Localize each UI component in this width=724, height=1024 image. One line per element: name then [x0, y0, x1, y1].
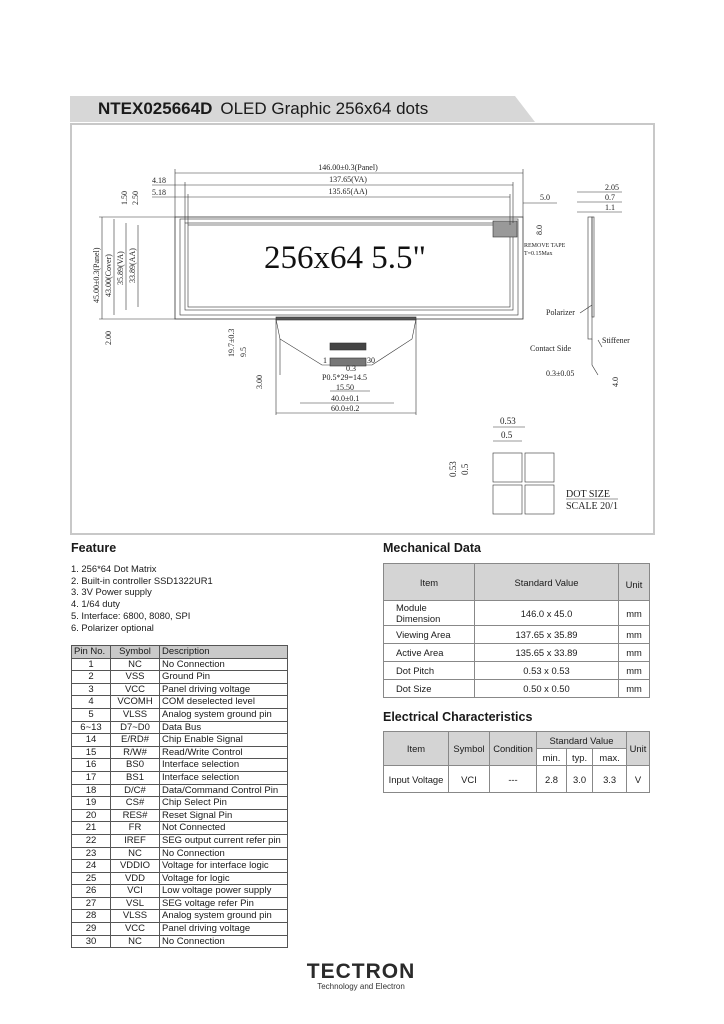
- pin-symbol: VDD: [111, 872, 160, 885]
- dot-3: [493, 485, 522, 514]
- pin-row: [72, 708, 288, 721]
- brand-name: TECTRON: [306, 960, 416, 983]
- mech-row: [384, 644, 650, 662]
- pin-number: 19: [72, 797, 111, 810]
- mech-unit: mm: [619, 601, 650, 626]
- pin-number: 2: [72, 671, 111, 684]
- pin-row: [72, 658, 288, 671]
- dim-418: 4.18: [152, 176, 166, 185]
- pin-symbol: NC: [111, 847, 160, 860]
- pin-number: 4: [72, 696, 111, 709]
- pin-row: [72, 872, 288, 885]
- elec-col-condition: Condition: [490, 732, 537, 766]
- mech-value: 137.65 x 35.89: [475, 626, 619, 644]
- pin-table: [71, 645, 288, 948]
- dim-150: 1.50: [120, 191, 129, 205]
- pin-number: 1: [72, 658, 111, 671]
- mech-value: 0.53 x 0.53: [475, 662, 619, 680]
- pin-symbol: VLSS: [111, 708, 160, 721]
- pin-number: 27: [72, 897, 111, 910]
- fpc-bond: [276, 317, 416, 320]
- dim-va-height: 35.89(VA): [116, 251, 125, 285]
- pin-row: [72, 797, 288, 810]
- pin-symbol: IREF: [111, 834, 160, 847]
- pin1-label: 1: [323, 356, 327, 365]
- pin-number: 24: [72, 860, 111, 873]
- dim-aa-height: 33.89(AA): [128, 248, 137, 283]
- pin-number: 28: [72, 910, 111, 923]
- feature-item: 6. Polarizer optional: [71, 621, 154, 633]
- dim-205: 2.05: [605, 183, 619, 192]
- pin-description: Panel driving voltage: [160, 923, 288, 936]
- pin-symbol: D7~D0: [111, 721, 160, 734]
- side-view-polarizer: [592, 217, 594, 317]
- pin-row: [72, 746, 288, 759]
- dim-80: 8.0: [535, 225, 544, 235]
- pin-number: 25: [72, 872, 111, 885]
- dim-40: 4.0: [611, 377, 620, 387]
- pin-row: [72, 847, 288, 860]
- polarizer-label: Polarizer: [546, 308, 575, 317]
- mech-value: 135.65 x 33.89: [475, 644, 619, 662]
- pin-symbol: VCI: [111, 885, 160, 898]
- pin-symbol: VSS: [111, 671, 160, 684]
- pin-row: [72, 923, 288, 936]
- pin-description: Interface selection: [160, 759, 288, 772]
- dim-03-005: 0.3±0.05: [546, 369, 575, 378]
- pin-number: 3: [72, 683, 111, 696]
- pin-row: [72, 809, 288, 822]
- pin-description: Read/Write Control: [160, 746, 288, 759]
- pin-symbol: VCC: [111, 683, 160, 696]
- mech-row: [384, 680, 650, 698]
- pin-row: [72, 860, 288, 873]
- dim-fpc-197: 19.7±0.3: [227, 328, 236, 357]
- mech-item: Dot Pitch: [384, 662, 475, 680]
- pin-row: [72, 897, 288, 910]
- ic-chip: [330, 343, 366, 350]
- pin-symbol: VSL: [111, 897, 160, 910]
- pin-description: Voltage for interface logic: [160, 860, 288, 873]
- header-banner: [70, 96, 535, 122]
- pin-row: [72, 759, 288, 772]
- pin-number: 16: [72, 759, 111, 772]
- pin-description: Panel driving voltage: [160, 683, 288, 696]
- pin-description: Chip Enable Signal: [160, 734, 288, 747]
- mech-col-unit: Unit: [619, 564, 650, 601]
- mechanical-title: Mechanical Data: [383, 541, 481, 555]
- pin-symbol: FR: [111, 822, 160, 835]
- dim-panel-height: 45.00±0.3(Panel): [92, 247, 101, 303]
- dot-size-label: DOT SIZE: [566, 489, 610, 500]
- dot-size-v: 0.5: [460, 463, 470, 475]
- elec-typ: 3.0: [566, 766, 592, 793]
- feature-item: 2. Built-in controller SSD1322UR1: [71, 574, 213, 586]
- pin-description: SEG output current refer pin: [160, 834, 288, 847]
- dot-pitch-v: 0.53: [448, 461, 458, 477]
- dim-panel-width: 146.00±0.3(Panel): [318, 163, 378, 172]
- feature-item: 5. Interface: 6800, 8080, SPI: [71, 609, 191, 621]
- mech-unit: mm: [619, 626, 650, 644]
- dim-fpc-95: 9.5: [239, 347, 248, 357]
- remove-tape-area: [493, 221, 517, 237]
- pin-description: Low voltage power supply: [160, 885, 288, 898]
- feature-item: 4. 1/64 duty: [71, 598, 120, 610]
- pin-row: [72, 784, 288, 797]
- mech-unit: mm: [619, 644, 650, 662]
- pin-symbol: R/W#: [111, 746, 160, 759]
- dim-fpc-pitch: P0.5*29=14.5: [322, 373, 367, 382]
- brand-logo: [296, 962, 426, 992]
- technical-drawing: [70, 123, 655, 535]
- pin-row: [72, 771, 288, 784]
- pin-description: Voltage for logic: [160, 872, 288, 885]
- mech-item: Module Dimension: [384, 601, 475, 626]
- elec-min: 2.8: [537, 766, 567, 793]
- mech-unit: mm: [619, 662, 650, 680]
- elec-symbol: VCI: [449, 766, 490, 793]
- pin-description: Analog system ground pin: [160, 910, 288, 923]
- dim-fpc-03: 0.3: [346, 364, 356, 373]
- pin-symbol: VDDIO: [111, 860, 160, 873]
- feature-item: 1. 256*64 Dot Matrix: [71, 563, 157, 574]
- feature-item: 3. 3V Power supply: [71, 586, 152, 598]
- mech-value: 146.0 x 45.0: [475, 601, 619, 626]
- mech-item: Dot Size: [384, 680, 475, 698]
- pin30-label: 30: [367, 356, 375, 365]
- elec-col-typ: typ.: [566, 749, 592, 766]
- dim-518: 5.18: [152, 188, 166, 197]
- dim-fpc-300: 3.00: [255, 375, 264, 389]
- elec-item: Input Voltage: [384, 766, 449, 793]
- pin-row: [72, 671, 288, 684]
- elec-max: 3.3: [593, 766, 627, 793]
- pin-number: 22: [72, 834, 111, 847]
- display-size-label: 256x64 5.5": [264, 240, 426, 276]
- dot-size-h: 0.5: [501, 430, 513, 440]
- pin-symbol: E/RD#: [111, 734, 160, 747]
- pin-description: SEG voltage refer Pin: [160, 897, 288, 910]
- pin-number: 18: [72, 784, 111, 797]
- stiffener-label: Stiffener: [602, 336, 630, 345]
- pin-description: Analog system ground pin: [160, 708, 288, 721]
- product-description: OLED Graphic 256x64 dots: [220, 99, 429, 118]
- col-symbol: Symbol: [111, 646, 160, 659]
- pin-description: Chip Select Pin: [160, 797, 288, 810]
- elec-unit: V: [627, 766, 650, 793]
- mech-row: [384, 626, 650, 644]
- pin-row: [72, 721, 288, 734]
- pin-description: Reset Signal Pin: [160, 809, 288, 822]
- col-pin-no: Pin No.: [72, 646, 111, 659]
- pin-description: COM deselected level: [160, 696, 288, 709]
- brand-tagline: Technology and Electron: [317, 982, 405, 991]
- dot-4: [525, 485, 554, 514]
- pin-row: [72, 910, 288, 923]
- dim-fpc-155: 15.50: [336, 383, 354, 392]
- pin-description: No Connection: [160, 935, 288, 948]
- model-number: NTEX025664D: [98, 99, 213, 118]
- elec-col-standard: Standard Value: [537, 732, 627, 749]
- pin-row: [72, 734, 288, 747]
- side-view-glass: [588, 217, 592, 339]
- mech-table-body: [384, 601, 650, 698]
- elec-col-unit: Unit: [627, 732, 650, 766]
- pin-symbol: NC: [111, 658, 160, 671]
- mech-unit: mm: [619, 680, 650, 698]
- pin-description: Data/Command Control Pin: [160, 784, 288, 797]
- pin-description: Not Connected: [160, 822, 288, 835]
- elec-row: [384, 766, 650, 793]
- pin-number: 21: [72, 822, 111, 835]
- dim-fpc-40: 40.0±0.1: [331, 394, 360, 403]
- dim-cover-height: 43.00(Cover): [104, 254, 113, 297]
- col-description: Description: [160, 646, 288, 659]
- remove-tape-label: REMOVE TAPE: [524, 243, 566, 249]
- pin-row: [72, 683, 288, 696]
- dim-250: 2.50: [131, 191, 140, 205]
- elec-col-symbol: Symbol: [449, 732, 490, 766]
- dim-va-width: 137.65(VA): [329, 175, 367, 184]
- mech-col-value: Standard Value: [475, 564, 619, 601]
- electrical-title: Electrical Characteristics: [383, 710, 533, 724]
- pin-symbol: NC: [111, 935, 160, 948]
- pin-symbol: VCC: [111, 923, 160, 936]
- pin-row: [72, 822, 288, 835]
- mech-item: Viewing Area: [384, 626, 475, 644]
- pin-description: Ground Pin: [160, 671, 288, 684]
- dim-07: 0.7: [605, 193, 615, 202]
- pin-symbol: CS#: [111, 797, 160, 810]
- dot-1: [493, 453, 522, 482]
- pin-row: [72, 696, 288, 709]
- pin-number: 5: [72, 708, 111, 721]
- pin-row: [72, 885, 288, 898]
- feature-title: Feature: [71, 541, 117, 555]
- pin-table-header: [72, 646, 288, 659]
- pin-symbol: BS1: [111, 771, 160, 784]
- pin-table-body: [72, 658, 288, 948]
- dim-aa-width: 135.65(AA): [328, 187, 368, 196]
- pin-symbol: RES#: [111, 809, 160, 822]
- elec-header-row-1: [384, 732, 650, 749]
- pin-number: 20: [72, 809, 111, 822]
- pin-number: 26: [72, 885, 111, 898]
- mech-row: [384, 662, 650, 680]
- pin-number: 29: [72, 923, 111, 936]
- dim-200: 2.00: [104, 331, 113, 345]
- page-title: [98, 99, 428, 119]
- mech-value: 0.50 x 0.50: [475, 680, 619, 698]
- pin-symbol: BS0: [111, 759, 160, 772]
- pin-row: [72, 834, 288, 847]
- mech-table-header: [384, 564, 650, 601]
- pin-number: 17: [72, 771, 111, 784]
- dot-pitch-h: 0.53: [500, 416, 516, 426]
- elec-condition: ---: [490, 766, 537, 793]
- pin-number: 23: [72, 847, 111, 860]
- pin-description: Interface selection: [160, 771, 288, 784]
- dim-50: 5.0: [540, 193, 550, 202]
- pin-description: No Connection: [160, 658, 288, 671]
- elec-col-max: max.: [593, 749, 627, 766]
- scale-label: SCALE 20/1: [566, 501, 618, 512]
- electrical-table: [383, 731, 650, 793]
- mechanical-table: [383, 563, 650, 698]
- pin-symbol: D/C#: [111, 784, 160, 797]
- pin-number: 14: [72, 734, 111, 747]
- tape-thickness: T=0.15Max: [524, 251, 553, 257]
- contact-side-label: Contact Side: [530, 344, 572, 353]
- mech-col-item: Item: [384, 564, 475, 601]
- mech-item: Active Area: [384, 644, 475, 662]
- feature-list: [71, 563, 213, 633]
- mech-row: [384, 601, 650, 626]
- pin-description: Data Bus: [160, 721, 288, 734]
- elec-col-min: min.: [537, 749, 567, 766]
- pin-symbol: VLSS: [111, 910, 160, 923]
- pin-description: No Connection: [160, 847, 288, 860]
- dot-2: [525, 453, 554, 482]
- dim-11: 1.1: [605, 203, 615, 212]
- elec-col-item: Item: [384, 732, 449, 766]
- pin-number: 6~13: [72, 721, 111, 734]
- pin-number: 30: [72, 935, 111, 948]
- pin-row: [72, 935, 288, 948]
- dim-fpc-60: 60.0±0.2: [331, 404, 360, 413]
- pin-number: 15: [72, 746, 111, 759]
- pin-symbol: VCOMH: [111, 696, 160, 709]
